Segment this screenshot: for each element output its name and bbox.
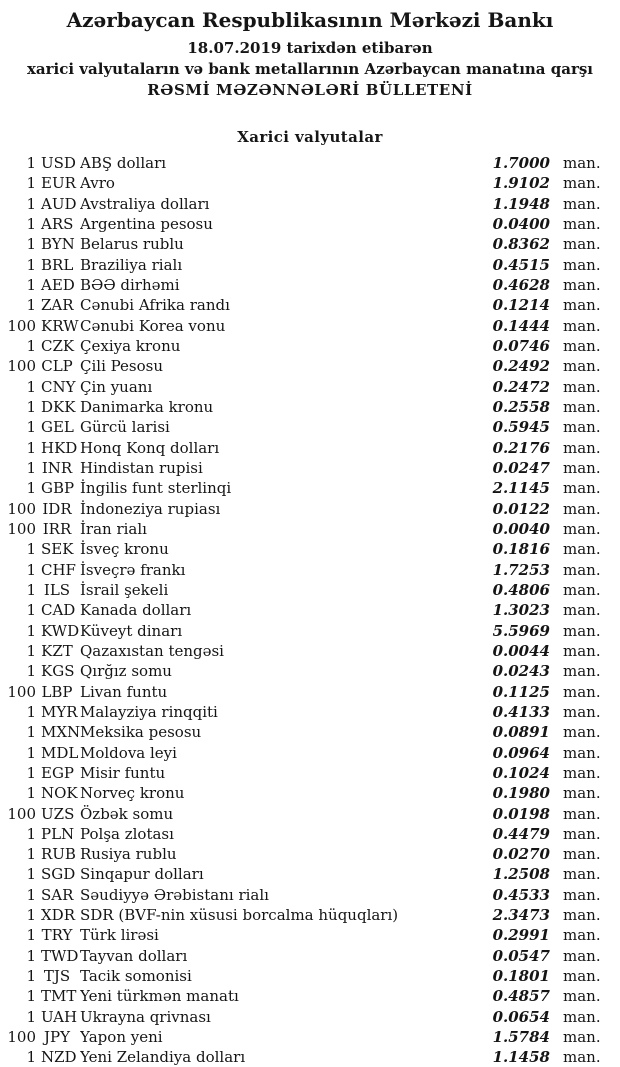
unit-label: man. <box>563 560 601 579</box>
rate-value: 0.0044 <box>492 641 550 660</box>
unit-label: man. <box>563 438 601 457</box>
currency-rate-row <box>0 417 620 437</box>
currency-quantity: 100 <box>7 357 36 376</box>
currency-quantity: 1 <box>26 885 36 904</box>
currency-name: Meksika pesosu <box>80 723 202 742</box>
currency-code: CHF <box>41 560 76 579</box>
currency-code: TWD <box>41 946 79 965</box>
currency-name: Livan funtu <box>80 682 168 701</box>
currency-rate-row <box>0 946 620 966</box>
unit-label: man. <box>563 1048 601 1067</box>
currency-quantity: 1 <box>26 296 36 315</box>
currency-name: Qırğız somu <box>80 662 172 681</box>
currency-name: Hindistan rupisi <box>80 458 203 477</box>
currency-quantity: 100 <box>7 519 36 538</box>
currency-name: Çin yuanı <box>80 377 153 396</box>
currency-name: İsveç kronu <box>80 540 169 559</box>
currency-code: KWD <box>41 621 80 640</box>
currency-quantity: 1 <box>26 743 36 762</box>
rate-value: 0.0270 <box>492 845 550 864</box>
currency-rate-row <box>0 519 620 539</box>
unit-label: man. <box>563 845 601 864</box>
unit-label: man. <box>563 154 601 172</box>
exchange-rates-table <box>0 153 620 1067</box>
currency-quantity: 1 <box>26 255 36 274</box>
rate-value: 0.0964 <box>492 743 550 762</box>
currency-code: IRR <box>42 519 72 538</box>
rate-value: 0.0891 <box>492 723 550 742</box>
currency-name: Kanada dolları <box>80 601 192 620</box>
currency-rate-row <box>0 234 620 254</box>
currency-quantity: 1 <box>26 174 36 193</box>
currency-name: Belarus rublu <box>80 235 184 254</box>
rate-value: 0.4628 <box>492 275 550 294</box>
currency-code: HKD <box>41 438 78 457</box>
currency-code: ILS <box>43 580 71 599</box>
currency-code: KGS <box>41 662 75 681</box>
currency-name: Misir funtu <box>80 763 166 782</box>
rate-value: 0.2991 <box>492 926 550 945</box>
currency-code: BRL <box>41 255 74 274</box>
unit-label: man. <box>563 499 601 518</box>
currency-rate-row <box>0 275 620 295</box>
rate-value: 0.1444 <box>492 316 550 335</box>
currency-name: Qazaxıstan tengəsi <box>80 641 224 660</box>
currency-rate-row <box>0 1027 620 1047</box>
currency-rate-row <box>0 478 620 498</box>
unit-label: man. <box>563 174 601 193</box>
unit-label: man. <box>563 580 601 599</box>
currency-quantity: 1 <box>26 235 36 254</box>
currency-code: AUD <box>41 194 77 213</box>
currency-rate-row <box>0 621 620 641</box>
currency-rate-row <box>0 560 620 580</box>
unit-label: man. <box>563 214 601 233</box>
currency-quantity: 1 <box>26 987 36 1006</box>
currency-quantity: 1 <box>26 194 36 213</box>
currency-name: Avstraliya dolları <box>80 194 210 213</box>
currency-code: EUR <box>41 174 76 193</box>
currency-rate-row <box>0 1047 620 1067</box>
currency-rate-row <box>0 804 620 824</box>
currency-name: ABŞ dolları <box>80 154 167 172</box>
unit-label: man. <box>563 865 601 884</box>
currency-quantity: 100 <box>7 316 36 335</box>
rate-value: 1.3023 <box>492 601 550 620</box>
rate-value: 1.1948 <box>492 194 550 213</box>
rate-value: 0.0654 <box>492 1007 550 1026</box>
currency-rate-row <box>0 763 620 783</box>
unit-label: man. <box>563 682 601 701</box>
currency-name: BƏƏ dirhəmi <box>80 275 180 294</box>
currency-rate-row <box>0 885 620 905</box>
rate-value: 1.7253 <box>492 560 550 579</box>
currency-rate-row <box>0 844 620 864</box>
currency-rate-row <box>0 194 620 214</box>
currency-code: KZT <box>41 641 73 660</box>
currency-name: Yeni Zelandiya dolları <box>80 1048 246 1067</box>
currency-quantity: 1 <box>26 377 36 396</box>
unit-label: man. <box>563 824 601 843</box>
currency-quantity: 100 <box>7 499 36 518</box>
currency-quantity: 1 <box>26 540 36 559</box>
currency-name: İsveçrə frankı <box>80 560 186 579</box>
currency-rate-row <box>0 356 620 376</box>
currency-quantity: 1 <box>26 214 36 233</box>
currency-quantity: 1 <box>26 1007 36 1026</box>
rate-value: 0.0547 <box>492 946 550 965</box>
unit-label: man. <box>563 885 601 904</box>
rate-value: 1.2508 <box>492 865 550 884</box>
rate-value: 0.2472 <box>492 377 550 396</box>
rate-value: 1.5784 <box>492 1028 550 1047</box>
unit-label: man. <box>563 235 601 254</box>
currency-code: RUB <box>41 845 76 864</box>
currency-name: SDR (BVF-nin xüsusi borcalma hüquqları) <box>80 906 399 925</box>
unit-label: man. <box>563 804 601 823</box>
rate-value: 5.5969 <box>492 621 550 640</box>
unit-label: man. <box>563 296 601 315</box>
unit-label: man. <box>563 194 601 213</box>
currency-quantity: 1 <box>26 641 36 660</box>
currency-rate-row <box>0 539 620 559</box>
rate-value: 0.8362 <box>492 235 550 254</box>
currency-rate-row <box>0 661 620 681</box>
rate-value: 0.5945 <box>492 418 550 437</box>
currency-name: Avro <box>80 174 115 193</box>
currency-name: İngilis funt sterlinqi <box>80 479 232 498</box>
rate-value: 0.2176 <box>492 438 550 457</box>
currency-code: MDL <box>41 743 79 762</box>
currency-code: USD <box>41 154 76 172</box>
currency-quantity: 1 <box>26 926 36 945</box>
rate-value: 0.4533 <box>492 885 550 904</box>
rate-value: 0.1024 <box>492 763 550 782</box>
effective-date-line: 18.07.2019 tarixdən etibarən <box>187 39 433 57</box>
currency-name: Sinqapur dolları <box>80 865 204 884</box>
unit-label: man. <box>563 377 601 396</box>
rate-value: 0.0247 <box>492 458 550 477</box>
rate-value: 0.2558 <box>492 397 550 416</box>
currency-quantity: 100 <box>7 1028 36 1047</box>
currency-name: Küveyt dinarı <box>80 621 183 640</box>
document-header <box>0 0 620 100</box>
unit-label: man. <box>563 519 601 538</box>
currency-code: JPY <box>43 1028 70 1047</box>
currency-name: Danimarka kronu <box>80 397 214 416</box>
currency-rate-row <box>0 438 620 458</box>
currency-quantity: 1 <box>26 601 36 620</box>
currency-code: MYR <box>41 702 78 721</box>
currency-code: CNY <box>41 377 76 396</box>
rate-value: 2.1145 <box>492 479 550 498</box>
rate-value: 0.1125 <box>492 682 550 701</box>
unit-label: man. <box>563 479 601 498</box>
currency-code: ARS <box>41 214 74 233</box>
currency-name: Səudiyyə Ərəbistanı rialı <box>80 885 269 904</box>
rate-value: 0.4515 <box>492 255 550 274</box>
currency-rate-row <box>0 1007 620 1027</box>
currency-rate-row <box>0 702 620 722</box>
currency-name: İran rialı <box>80 519 147 538</box>
rate-value: 0.0198 <box>492 804 550 823</box>
currency-rate-row <box>0 864 620 884</box>
currency-code: GBP <box>41 479 75 498</box>
unit-label: man. <box>563 316 601 335</box>
currency-quantity: 1 <box>26 275 36 294</box>
currency-rate-row <box>0 295 620 315</box>
currency-quantity: 100 <box>7 804 36 823</box>
currency-name: Özbək somu <box>80 804 174 823</box>
currency-code: MXN <box>41 723 81 742</box>
unit-label: man. <box>563 1007 601 1026</box>
currency-quantity: 1 <box>26 438 36 457</box>
currency-quantity: 1 <box>26 580 36 599</box>
currency-name: Malayziya rinqqiti <box>80 702 218 721</box>
unit-label: man. <box>563 967 601 986</box>
currency-quantity: 1 <box>26 662 36 681</box>
currency-rate-row <box>0 600 620 620</box>
currency-quantity: 1 <box>26 397 36 416</box>
unit-label: man. <box>563 1028 601 1047</box>
scope-line: xarici valyutaların və bank metallarının Azərbaycan manatına qarşı <box>26 60 594 78</box>
currency-quantity: 1 <box>26 845 36 864</box>
currency-code: CLP <box>41 357 73 376</box>
currency-rate-row <box>0 153 620 173</box>
currency-code: NOK <box>41 784 78 803</box>
unit-label: man. <box>563 662 601 681</box>
currency-rate-row <box>0 173 620 193</box>
currency-quantity: 1 <box>26 906 36 925</box>
currency-rate-row <box>0 783 620 803</box>
currency-code: GEL <box>41 418 74 437</box>
currency-quantity: 1 <box>26 784 36 803</box>
currency-rate-row <box>0 986 620 1006</box>
currency-rate-row <box>0 255 620 275</box>
unit-label: man. <box>563 641 601 660</box>
unit-label: man. <box>563 275 601 294</box>
rate-value: 0.1801 <box>492 967 550 986</box>
currency-rate-row <box>0 580 620 600</box>
currency-rate-row <box>0 316 620 336</box>
currency-quantity: 1 <box>26 723 36 742</box>
currency-rate-row <box>0 743 620 763</box>
rate-value: 0.1816 <box>492 540 550 559</box>
currency-name: Cənubi Korea vonu <box>80 316 226 335</box>
currency-quantity: 1 <box>26 154 36 172</box>
currency-name: Argentina pesosu <box>80 214 213 233</box>
currency-code: UAH <box>41 1007 78 1026</box>
bank-name-title: Azərbaycan Respublikasının Mərkəzi Bankı <box>66 8 554 32</box>
currency-quantity: 1 <box>26 702 36 721</box>
currency-code: TRY <box>41 926 73 945</box>
currency-name: Gürcü larisi <box>80 418 170 437</box>
currency-code: SGD <box>41 865 76 884</box>
currency-rate-row <box>0 214 620 234</box>
currency-code: KRW <box>41 316 79 335</box>
unit-label: man. <box>563 255 601 274</box>
currency-name: Ukrayna qrivnası <box>80 1007 211 1026</box>
currency-name: Tacik somonisi <box>80 967 192 986</box>
currency-rate-row <box>0 925 620 945</box>
currency-quantity: 1 <box>26 479 36 498</box>
currency-name: Norveç kronu <box>80 784 185 803</box>
currency-rate-row <box>0 966 620 986</box>
currency-quantity: 1 <box>26 336 36 355</box>
currency-name: Türk lirəsi <box>80 926 159 945</box>
currency-code: BYN <box>41 235 75 254</box>
currency-quantity: 1 <box>26 1048 36 1067</box>
currency-code: NZD <box>41 1048 77 1067</box>
currency-quantity: 1 <box>26 824 36 843</box>
rate-value: 0.0122 <box>492 499 550 518</box>
currency-code: PLN <box>41 824 75 843</box>
rate-value: 0.4806 <box>492 580 550 599</box>
currency-name: İndoneziya rupiası <box>80 499 221 518</box>
currency-code: LBP <box>41 682 73 701</box>
unit-label: man. <box>563 702 601 721</box>
currency-quantity: 1 <box>26 621 36 640</box>
rate-value: 1.7000 <box>492 154 550 172</box>
currency-quantity: 100 <box>7 682 36 701</box>
unit-label: man. <box>563 926 601 945</box>
currency-code: TMT <box>41 987 77 1006</box>
rate-value: 0.0243 <box>492 662 550 681</box>
currency-rate-row <box>0 499 620 519</box>
currency-name: Braziliya rialı <box>80 255 183 274</box>
rate-value: 2.3473 <box>492 906 550 925</box>
currency-code: CAD <box>41 601 76 620</box>
currency-quantity: 1 <box>26 458 36 477</box>
currency-code: SEK <box>41 540 74 559</box>
unit-label: man. <box>563 743 601 762</box>
currency-name: Çili Pesosu <box>80 357 164 376</box>
currency-code: DKK <box>41 397 76 416</box>
unit-label: man. <box>563 601 601 620</box>
currency-quantity: 1 <box>26 418 36 437</box>
rate-value: 0.0040 <box>492 519 550 538</box>
currency-name: Yapon yeni <box>80 1028 163 1047</box>
currency-code: EGP <box>41 763 75 782</box>
rate-value: 0.4479 <box>492 824 550 843</box>
currency-rate-row <box>0 397 620 417</box>
unit-label: man. <box>563 946 601 965</box>
rate-value: 0.1980 <box>492 784 550 803</box>
currency-rate-row <box>0 641 620 661</box>
unit-label: man. <box>563 336 601 355</box>
currency-name: Rusiya rublu <box>80 845 177 864</box>
currency-code: XDR <box>41 906 75 925</box>
unit-label: man. <box>563 397 601 416</box>
rate-value: 0.2492 <box>492 357 550 376</box>
bulletin-title: RƏSMİ MƏZƏNNƏLƏRİ BÜLLETENİ <box>147 81 473 99</box>
rate-value: 0.1214 <box>492 296 550 315</box>
rate-value: 0.0746 <box>492 336 550 355</box>
unit-label: man. <box>563 357 601 376</box>
currency-rate-row <box>0 905 620 925</box>
currency-name: Tayvan dolları <box>80 946 188 965</box>
currency-quantity: 1 <box>26 560 36 579</box>
currency-code: UZS <box>41 804 75 823</box>
unit-label: man. <box>563 763 601 782</box>
rate-value: 0.4857 <box>492 987 550 1006</box>
unit-label: man. <box>563 723 601 742</box>
currency-rate-row <box>0 458 620 478</box>
currency-rate-row <box>0 336 620 356</box>
currency-rate-row <box>0 682 620 702</box>
rate-value: 1.1458 <box>492 1048 550 1067</box>
currency-code: INR <box>41 458 73 477</box>
rate-value: 1.9102 <box>492 174 550 193</box>
currency-name: Honq Konq dolları <box>80 438 220 457</box>
currency-name: Cənubi Afrika randı <box>80 296 230 315</box>
currency-code: AED <box>41 275 75 294</box>
currency-quantity: 1 <box>26 763 36 782</box>
section-title-foreign-currencies: Xarici valyutalar <box>237 128 383 146</box>
currency-code: TJS <box>43 967 71 986</box>
currency-quantity: 1 <box>26 967 36 986</box>
currency-name: Çexiya kronu <box>80 336 181 355</box>
currency-rate-row <box>0 722 620 742</box>
unit-label: man. <box>563 906 601 925</box>
currency-name: Polşa zlotası <box>80 824 174 843</box>
rate-value: 0.0400 <box>492 214 550 233</box>
currency-rate-row <box>0 824 620 844</box>
unit-label: man. <box>563 458 601 477</box>
rate-value: 0.4133 <box>492 702 550 721</box>
unit-label: man. <box>563 987 601 1006</box>
currency-code: IDR <box>42 499 72 518</box>
unit-label: man. <box>563 418 601 437</box>
unit-label: man. <box>563 784 601 803</box>
currency-code: SAR <box>41 885 74 904</box>
unit-label: man. <box>563 621 601 640</box>
currency-name: Moldova leyi <box>80 743 177 762</box>
currency-quantity: 1 <box>26 865 36 884</box>
currency-name: İsrail şekeli <box>80 580 169 599</box>
unit-label: man. <box>563 540 601 559</box>
currency-code: CZK <box>41 336 75 355</box>
currency-rate-row <box>0 377 620 397</box>
currency-code: ZAR <box>41 296 74 315</box>
currency-name: Yeni türkmən manatı <box>80 987 239 1006</box>
currency-quantity: 1 <box>26 946 36 965</box>
